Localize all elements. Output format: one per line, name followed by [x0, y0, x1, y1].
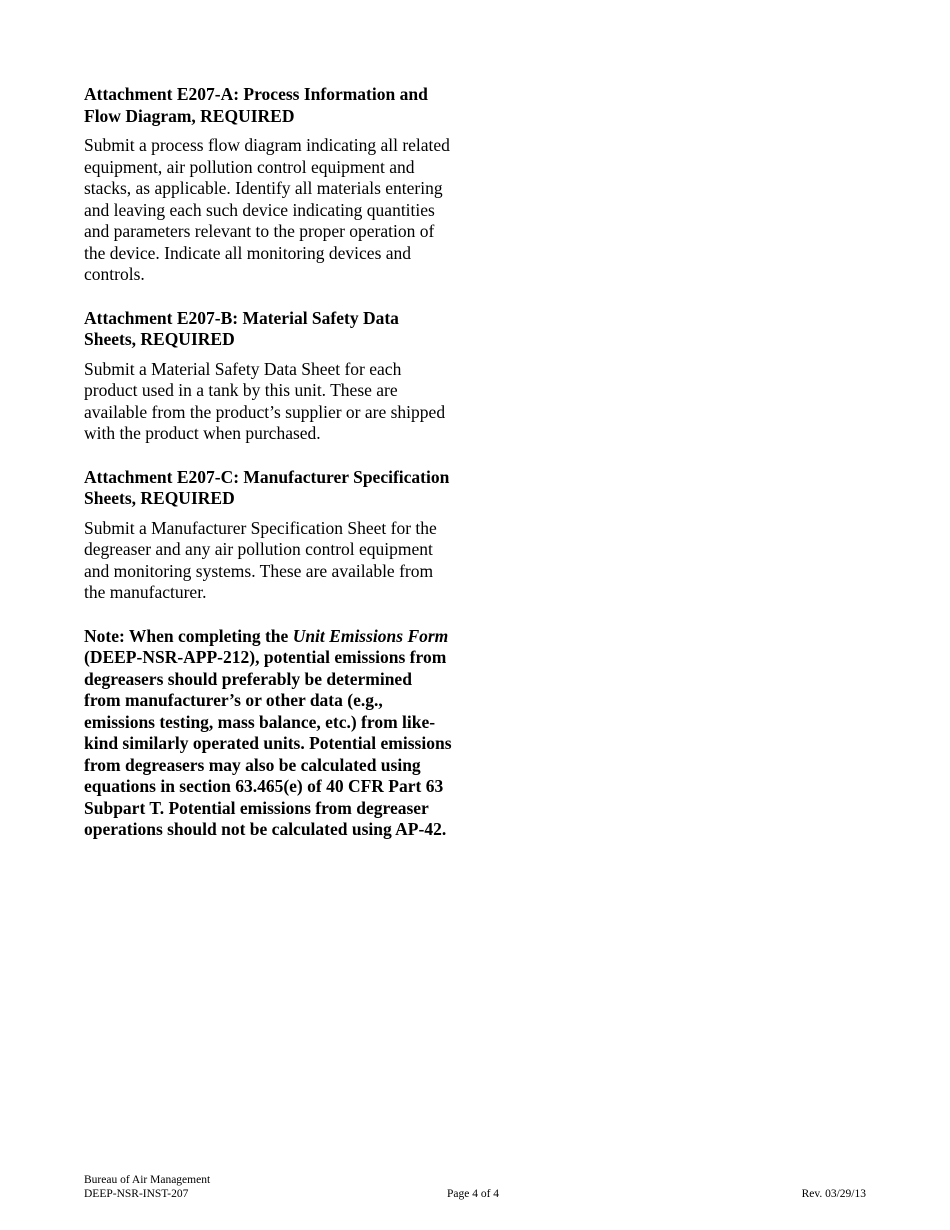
- footer-bureau: Bureau of Air Management: [84, 1174, 211, 1186]
- section-title: Attachment E207-A: Process Information and Flow Diagram, REQUIRED: [84, 84, 428, 126]
- section-e207-c: [84, 467, 452, 604]
- note-suffix: (DEEP-NSR-APP-212), potential emissions from degreasers should preferably be determined from manufacturer’s or other data (e.g., emissions testing, mass balance, etc.) from like-kind similarly operated units. Potential emissions from degreasers may also be calculated using equations in section 63.465(e) of 40 CFR Part 63 Subpart T. Potential emissions from degreaser operations should not be calculated using AP-42.: [84, 647, 452, 839]
- note-form-name: Unit Emissions Form: [292, 625, 449, 646]
- emissions-note: [84, 626, 452, 841]
- footer-revision: Rev. 03/29/13: [801, 1188, 866, 1200]
- footer-page-number: Page 4 of 4: [447, 1188, 500, 1200]
- main-column: [84, 84, 452, 841]
- footer-doc-id: DEEP-NSR-INST-207: [84, 1188, 189, 1200]
- section-title: Attachment E207-C: Manufacturer Specification Sheets, REQUIRED: [84, 466, 450, 508]
- section-title: Attachment E207-B: Material Safety Data Sheets, REQUIRED: [84, 307, 399, 349]
- footer-left: [84, 1173, 210, 1201]
- section-e207-a: [84, 84, 452, 286]
- section-body: Submit a process flow diagram indicating all related equipment, air pollution control equipment and stacks, as applicable. Identify all materials entering and leaving each such device indicating quantities and parameters relevant to the proper operation of the device. Indicate all monitoring devices and controls.: [84, 135, 450, 284]
- section-e207-b: [84, 308, 452, 445]
- note-prefix: Note: When completing the: [84, 625, 293, 646]
- section-body: Submit a Manufacturer Specification Sheet for the degreaser and any air pollution control equipment and monitoring systems. These are available from the manufacturer.: [84, 517, 437, 602]
- section-body: Submit a Material Safety Data Sheet for each product used in a tank by this unit. These are available from the product’s supplier or are shipped with the product when purchased.: [84, 358, 446, 443]
